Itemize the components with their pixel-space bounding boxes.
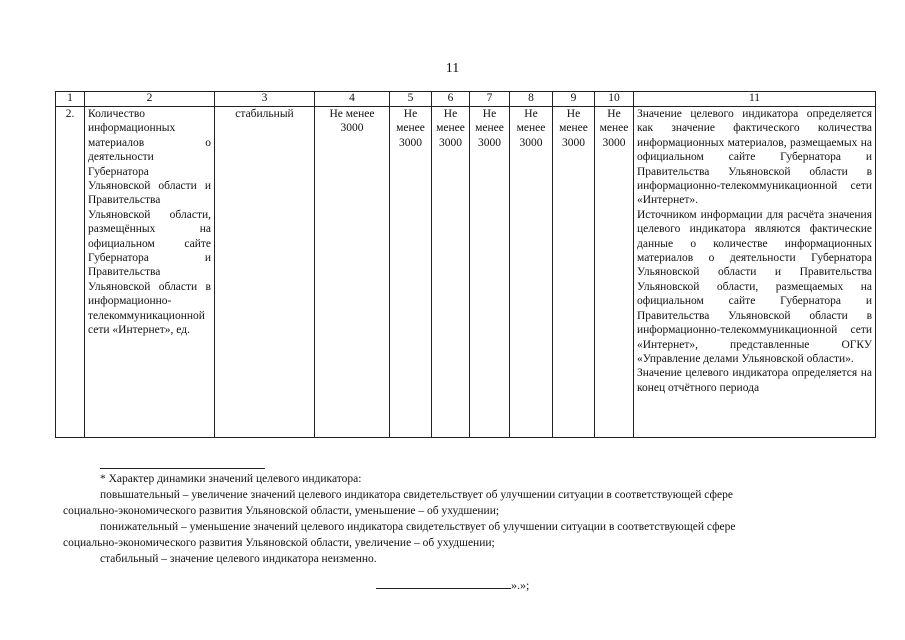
col-header-3: 3	[215, 92, 315, 107]
row-number: 2.	[56, 107, 85, 438]
col-header-5: 5	[390, 92, 432, 107]
footnote-increasing-cont: социально-экономического развития Ульяновской области, уменьшение – об ухудшении;	[63, 505, 500, 517]
col-header-11: 11	[634, 92, 876, 107]
signature-line	[376, 578, 511, 589]
value-col-9: Не менее 3000	[553, 107, 595, 438]
col-header-4: 4	[315, 92, 390, 107]
description-paragraph: Источником информации для расчёта значения целевого индикатора являются фактические данные о количестве информационных материалов о деятельности Губернатора Ульяновской области и Правительства Ульяновской области, размещаемых на официальном сайте Губернатора и Правительства Ульяновской области в информационно-телекоммуникационной сети «Интернет», представленные ОГКУ «Управление делами Ульяновской области».	[637, 208, 872, 365]
footnote-stable: стабильный – значение целевого индикатора неизменно.	[100, 553, 377, 565]
col-header-1: 1	[56, 92, 85, 107]
col-header-9: 9	[553, 92, 595, 107]
closing-quote: ».»;	[511, 578, 530, 592]
value-col-5: Не менее 3000	[390, 107, 432, 438]
footnote-divider	[100, 468, 265, 469]
table-row	[56, 107, 876, 438]
col-header-6: 6	[432, 92, 470, 107]
description-paragraph: Значение целевого индикатора определяется как значение фактического количества информационных материалов, размещаемых на официальном сайте Губернатора и Правительства Ульяновской области в информационно-телекоммуникационной сети «Интернет».	[637, 108, 872, 207]
footnote-increasing: повышательный – увеличение значений целевого индикатора свидетельствует об улучшении ситуации в соответствующей сфере	[100, 489, 733, 501]
value-col-10: Не менее 3000	[595, 107, 634, 438]
col-header-2: 2	[85, 92, 215, 107]
footnote	[63, 468, 878, 567]
indicator-description	[634, 107, 876, 438]
document-ending	[376, 578, 529, 593]
dynamics-type: стабильный	[215, 107, 315, 438]
indicator-name: Количество информационных материалов о деятельности Губернатора Ульяновской области и Правительства Ульяновской области, размещённых на официальном сайте Губернатора и Правительства Ульяновской области в информационно-телекоммуникационной сети «Интернет», ед.	[85, 107, 215, 438]
table-header-row	[56, 92, 876, 107]
footnote-decreasing: понижательный – уменьшение значений целевого индикатора свидетельствует об улучшении ситуации в соответствующей сфере	[100, 521, 736, 533]
col-header-7: 7	[470, 92, 510, 107]
page-number: 11	[445, 61, 460, 76]
footnote-decreasing-cont: социально-экономического развития Ульяновской области, увеличение – об ухудшении;	[63, 537, 495, 549]
col-header-8: 8	[510, 92, 553, 107]
footnote-title: * Характер динамики значений целевого индикатора:	[100, 473, 362, 485]
value-col-7: Не менее 3000	[470, 107, 510, 438]
indicator-table	[55, 91, 876, 438]
value-col-4: Не менее 3000	[315, 107, 390, 438]
col-header-10: 10	[595, 92, 634, 107]
description-paragraph: Значение целевого индикатора определяется на конец отчётного периода	[637, 367, 872, 394]
value-col-6: Не менее 3000	[432, 107, 470, 438]
value-col-8: Не менее 3000	[510, 107, 553, 438]
